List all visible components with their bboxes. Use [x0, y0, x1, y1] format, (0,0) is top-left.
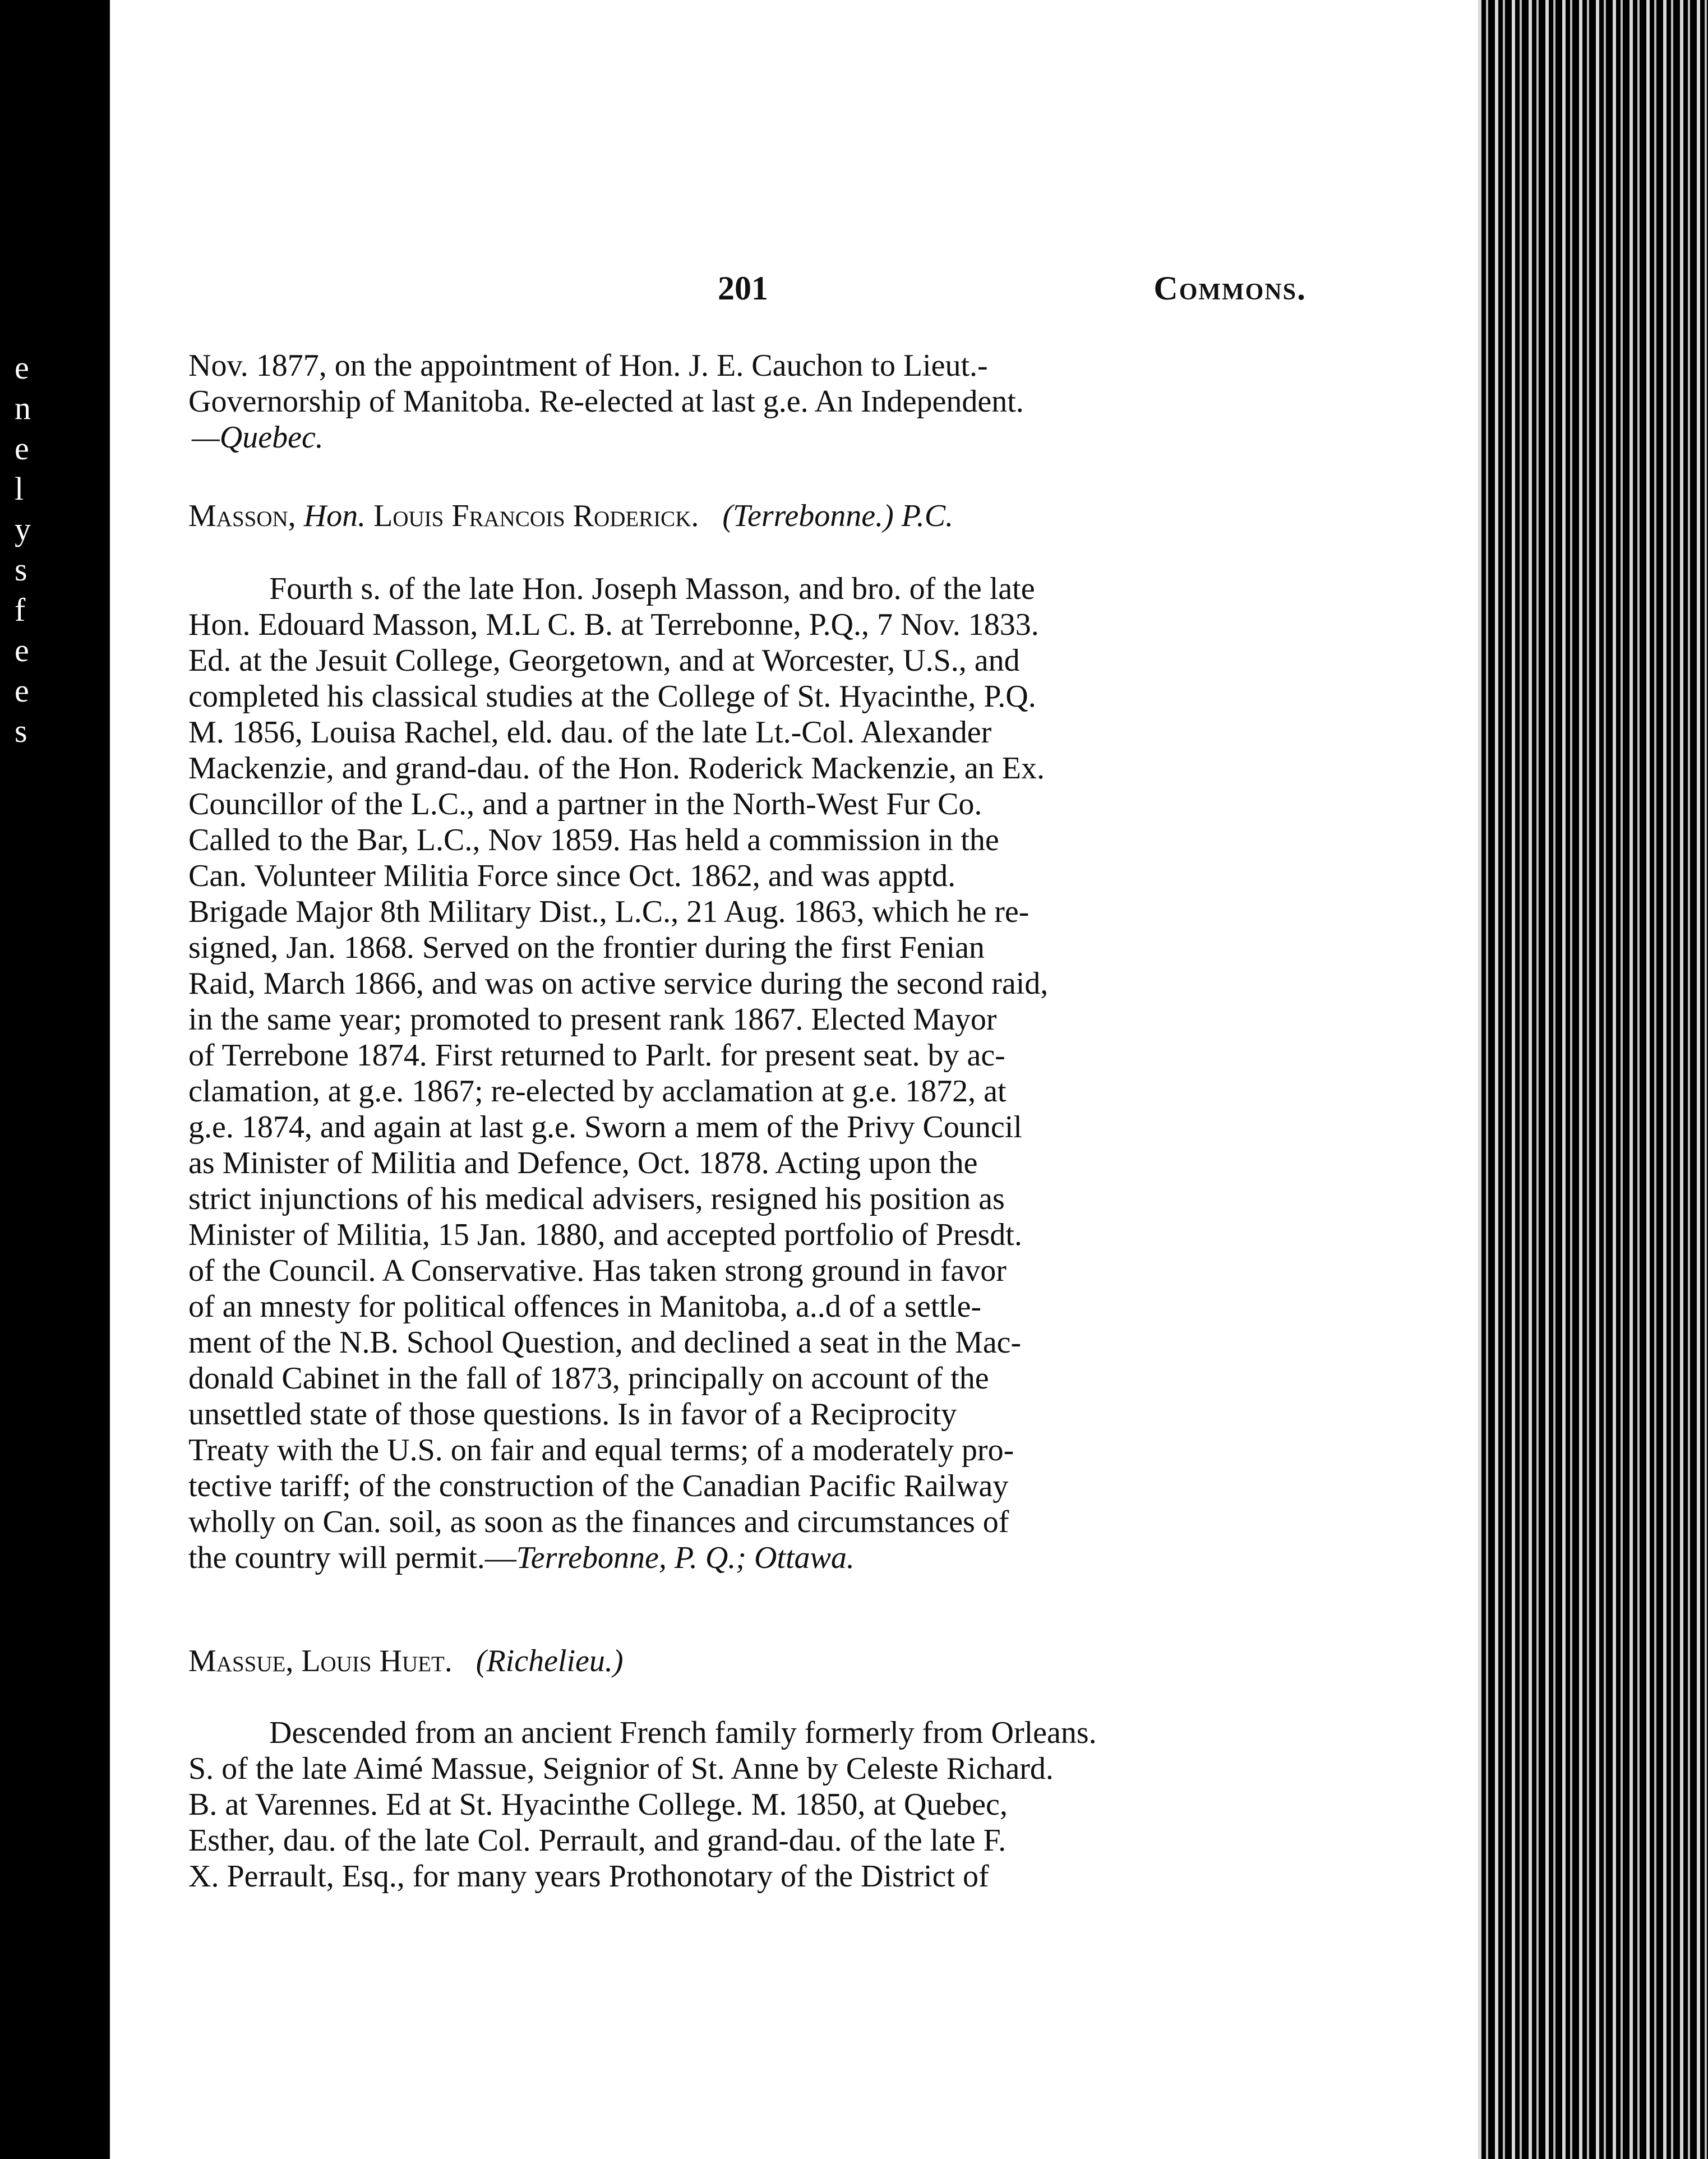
- text-line: [188, 1540, 1307, 1576]
- text-line: S. of the late Aimé Massue, Seignior of St. Anne by Celeste Richard.: [188, 1751, 1054, 1786]
- text-line: Esther, dau. of the late Col. Perrault, and grand-dau. of the late F.: [188, 1823, 1007, 1858]
- margin-mark: f: [15, 592, 26, 628]
- entry-given-names: Louis Francois Roderick.: [373, 499, 699, 533]
- margin-mark: y: [15, 511, 31, 547]
- entry-heading-massue: [188, 1643, 1307, 1679]
- text-line: Treaty with the U.S. on fair and equal terms; of a moderately pro-: [188, 1433, 1014, 1468]
- text-line: unsettled state of those questions. Is in favor of a Reciprocity: [188, 1397, 957, 1432]
- margin-mark: e: [15, 430, 29, 467]
- text-line: Can. Volunteer Militia Force since Oct. 1862, and was apptd.: [188, 859, 956, 893]
- text-line: g.e. 1874, and again at last g.e. Sworn a mem of the Privy Council: [188, 1110, 1022, 1145]
- text-line: clamation, at g.e. 1867; re-elected by acclamation at g.e. 1872, at: [188, 1074, 1007, 1109]
- margin-mark: e: [15, 349, 29, 386]
- text-line: Nov. 1877, on the appointment of Hon. J. E. Cauchon to Lieut.-: [188, 348, 988, 383]
- margin-mark: e: [15, 632, 29, 668]
- entry-heading-masson: [188, 498, 1307, 534]
- text-line: M. 1856, Louisa Rachel, eld. dau. of the late Lt.-Col. Alexander: [188, 715, 992, 750]
- text-line: Raid, March 1866, and was on active service during the second raid,: [188, 966, 1049, 1001]
- text-line: Councillor of the L.C., and a partner in the North-West Fur Co.: [188, 787, 982, 822]
- entry-given-names: Louis Huet.: [301, 1644, 453, 1678]
- text-line: of the Council. A Conservative. Has taken strong ground in favor: [188, 1253, 1007, 1288]
- text-line: X. Perrault, Esq., for many years Prothonotary of the District of: [188, 1859, 989, 1894]
- text-line: of Terrebone 1874. First returned to Parlt. for present seat. by ac-: [188, 1038, 1005, 1073]
- text-line: tective tariff; of the construction of the Canadian Pacific Railway: [188, 1469, 1009, 1503]
- text-line: wholly on Can. soil, as soon as the finances and circumstances of: [188, 1505, 1009, 1539]
- address-italic: Terrebonne, P. Q.; Ottawa.: [516, 1540, 855, 1575]
- page-number: 201: [718, 270, 768, 307]
- text-line: of an mnesty for political offences in Manitoba, a..d of a settle-: [188, 1289, 982, 1324]
- section-title: Commons.: [1153, 270, 1307, 307]
- text-line: completed his classical studies at the College of St. Hyacinthe, P.Q.: [188, 679, 1036, 714]
- text-line: Ed. at the Jesuit College, Georgetown, and at Worcester, U.S., and: [188, 643, 1020, 678]
- margin-mark: s: [15, 713, 27, 749]
- text-line: Brigade Major 8th Military Dist., L.C., 21 Aug. 1863, which he re-: [188, 894, 1030, 929]
- text-line: Hon. Edouard Masson, M.L C. B. at Terrebonne, P.Q., 7 Nov. 1833.: [188, 607, 1039, 642]
- margin-mark: l: [15, 470, 24, 507]
- margin-mark: s: [15, 551, 27, 588]
- entry-riding: (Terrebonne.): [722, 499, 894, 533]
- left-margin-marks: [15, 348, 48, 751]
- text-line: B. at Varennes. Ed at St. Hyacinthe College. M. 1850, at Quebec,: [188, 1787, 1008, 1822]
- text-line: Minister of Militia, 15 Jan. 1880, and accepted portfolio of Presdt.: [188, 1217, 1022, 1252]
- entry-honorific: Hon.: [303, 499, 366, 533]
- text-line: donald Cabinet in the fall of 1873, principally on account of the: [188, 1361, 989, 1396]
- right-scan-edge: [1478, 0, 1708, 2159]
- entry-riding: (Richelieu.): [476, 1644, 624, 1678]
- margin-mark: n: [15, 390, 31, 426]
- text-line: Descended from an ancient French family formerly from Orleans.: [269, 1715, 1097, 1750]
- text-line: ment of the N.B. School Question, and declined a seat in the Mac-: [188, 1325, 1022, 1360]
- text-line: Fourth s. of the late Hon. Joseph Masson, and bro. of the late: [269, 571, 1035, 606]
- text-line: —Quebec.: [192, 420, 324, 455]
- text-line: in the same year; promoted to present rank 1867. Elected Mayor: [188, 1002, 997, 1037]
- margin-mark: e: [15, 672, 29, 709]
- left-scan-border: [0, 0, 110, 2159]
- page-header: [718, 269, 1307, 314]
- text-line: strict injunctions of his medical advisers, resigned his position as: [188, 1182, 1005, 1216]
- text-line: as Minister of Militia and Defence, Oct. 1878. Acting upon the: [188, 1146, 978, 1180]
- intro-paragraph: [188, 348, 1307, 455]
- text-line: Called to the Bar, L.C., Nov 1859. Has held a commission in the: [188, 823, 999, 857]
- text-fragment: the country will permit.—: [188, 1540, 516, 1575]
- entry-body-masson: [188, 571, 1307, 1576]
- entry-surname: Massue,: [188, 1644, 294, 1678]
- text-line: Mackenzie, and grand-dau. of the Hon. Roderick Mackenzie, an Ex.: [188, 751, 1045, 786]
- text-line: signed, Jan. 1868. Served on the frontier during the first Fenian: [188, 930, 985, 965]
- entry-surname: Masson,: [188, 499, 296, 533]
- text-line: Governorship of Manitoba. Re-elected at last g.e. An Independent.: [188, 384, 1024, 419]
- entry-pc: P.C.: [901, 499, 954, 533]
- entry-body-massue: [188, 1715, 1307, 1894]
